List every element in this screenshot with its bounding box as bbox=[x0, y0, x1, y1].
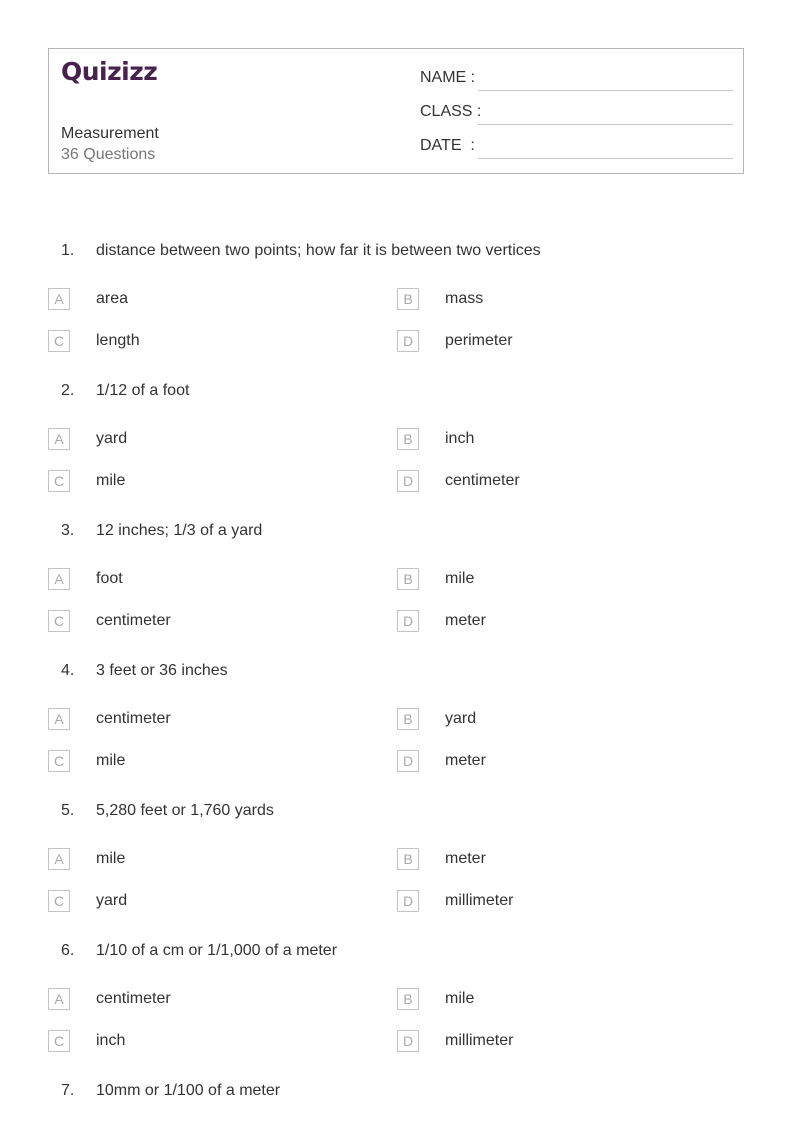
option-a[interactable] bbox=[48, 428, 348, 452]
option-letter-box[interactable]: B bbox=[397, 288, 419, 310]
option-text: yard bbox=[96, 892, 128, 909]
option-letter-box[interactable]: D bbox=[397, 610, 419, 632]
option-letter-box[interactable]: C bbox=[48, 750, 70, 772]
option-text: mile bbox=[445, 570, 475, 587]
class-line[interactable] bbox=[478, 124, 733, 125]
option-a[interactable] bbox=[48, 288, 348, 312]
question-number: 5. bbox=[61, 802, 75, 819]
question-text: 10mm or 1/100 of a meter bbox=[96, 1082, 281, 1099]
option-c[interactable] bbox=[48, 750, 348, 774]
worksheet-header bbox=[48, 48, 744, 174]
question-6 bbox=[0, 942, 794, 1082]
option-d[interactable] bbox=[397, 890, 697, 914]
option-letter-box[interactable]: A bbox=[48, 988, 70, 1010]
option-letter-box[interactable]: D bbox=[397, 470, 419, 492]
question-text: 3 feet or 36 inches bbox=[96, 662, 228, 679]
option-text: yard bbox=[445, 710, 477, 727]
date-label: DATE : bbox=[420, 137, 475, 154]
option-letter-box[interactable]: C bbox=[48, 1030, 70, 1052]
option-letter-box[interactable]: B bbox=[397, 428, 419, 450]
date-field[interactable] bbox=[420, 135, 733, 159]
quizizz-logo: Quizizz bbox=[61, 57, 158, 86]
option-letter-box[interactable]: D bbox=[397, 750, 419, 772]
question-number: 4. bbox=[61, 662, 75, 679]
option-c[interactable] bbox=[48, 890, 348, 914]
question-text: 12 inches; 1/3 of a yard bbox=[96, 522, 263, 539]
question-4 bbox=[0, 662, 794, 802]
option-text: inch bbox=[445, 430, 475, 447]
option-b[interactable] bbox=[397, 288, 697, 312]
option-text: centimeter bbox=[445, 472, 520, 489]
question-1 bbox=[0, 242, 794, 382]
option-d[interactable] bbox=[397, 330, 697, 354]
question-number: 7. bbox=[61, 1082, 75, 1099]
option-letter-box[interactable]: A bbox=[48, 848, 70, 870]
name-label: NAME : bbox=[420, 69, 476, 86]
question-3 bbox=[0, 522, 794, 662]
option-text: centimeter bbox=[96, 612, 171, 629]
option-d[interactable] bbox=[397, 610, 697, 634]
option-text: mass bbox=[445, 290, 484, 307]
option-text: yard bbox=[96, 430, 128, 447]
option-c[interactable] bbox=[48, 610, 348, 634]
question-number: 3. bbox=[61, 522, 75, 539]
option-b[interactable] bbox=[397, 428, 697, 452]
option-letter-box[interactable]: C bbox=[48, 610, 70, 632]
question-count: 36 Questions bbox=[61, 146, 156, 163]
option-text: inch bbox=[96, 1032, 126, 1049]
option-letter-box[interactable]: B bbox=[397, 708, 419, 730]
option-c[interactable] bbox=[48, 470, 348, 494]
option-d[interactable] bbox=[397, 470, 697, 494]
question-5 bbox=[0, 802, 794, 942]
option-text: mile bbox=[96, 472, 126, 489]
option-letter-box[interactable]: D bbox=[397, 330, 419, 352]
option-text: perimeter bbox=[445, 332, 513, 349]
option-letter-box[interactable]: D bbox=[397, 890, 419, 912]
option-b[interactable] bbox=[397, 988, 697, 1012]
option-letter-box[interactable]: C bbox=[48, 470, 70, 492]
question-number: 2. bbox=[61, 382, 75, 399]
option-b[interactable] bbox=[397, 848, 697, 872]
option-a[interactable] bbox=[48, 708, 348, 732]
option-a[interactable] bbox=[48, 848, 348, 872]
option-text: mile bbox=[96, 850, 126, 867]
name-field[interactable] bbox=[420, 67, 733, 91]
worksheet-title: Measurement bbox=[61, 125, 159, 142]
option-letter-box[interactable]: A bbox=[48, 708, 70, 730]
question-7 bbox=[0, 1082, 794, 1112]
question-text: 5,280 feet or 1,760 yards bbox=[96, 802, 274, 819]
option-letter-box[interactable]: A bbox=[48, 288, 70, 310]
option-text: millimeter bbox=[445, 1032, 514, 1049]
option-letter-box[interactable]: C bbox=[48, 330, 70, 352]
option-a[interactable] bbox=[48, 988, 348, 1012]
class-field[interactable] bbox=[420, 101, 733, 125]
option-text: meter bbox=[445, 752, 486, 769]
option-letter-box[interactable]: B bbox=[397, 988, 419, 1010]
class-label: CLASS : bbox=[420, 103, 482, 120]
question-2 bbox=[0, 382, 794, 522]
option-letter-box[interactable]: B bbox=[397, 568, 419, 590]
option-letter-box[interactable]: A bbox=[48, 428, 70, 450]
option-letter-box[interactable]: D bbox=[397, 1030, 419, 1052]
option-b[interactable] bbox=[397, 568, 697, 592]
option-b[interactable] bbox=[397, 708, 697, 732]
option-text: foot bbox=[96, 570, 123, 587]
option-text: meter bbox=[445, 850, 486, 867]
question-text: distance between two points; how far it is between two vertices bbox=[96, 242, 541, 259]
option-text: mile bbox=[445, 990, 475, 1007]
option-text: area bbox=[96, 290, 129, 307]
option-d[interactable] bbox=[397, 1030, 697, 1054]
date-line[interactable] bbox=[478, 158, 733, 159]
option-text: length bbox=[96, 332, 140, 349]
option-c[interactable] bbox=[48, 1030, 348, 1054]
option-letter-box[interactable]: B bbox=[397, 848, 419, 870]
question-number: 6. bbox=[61, 942, 75, 959]
option-letter-box[interactable]: A bbox=[48, 568, 70, 590]
option-a[interactable] bbox=[48, 568, 348, 592]
option-letter-box[interactable]: C bbox=[48, 890, 70, 912]
name-line[interactable] bbox=[478, 90, 733, 91]
option-c[interactable] bbox=[48, 330, 348, 354]
option-text: meter bbox=[445, 612, 486, 629]
question-number: 1. bbox=[61, 242, 75, 259]
question-text: 1/10 of a cm or 1/1,000 of a meter bbox=[96, 942, 338, 959]
option-text: mile bbox=[96, 752, 126, 769]
option-text: centimeter bbox=[96, 710, 171, 727]
option-text: millimeter bbox=[445, 892, 514, 909]
option-d[interactable] bbox=[397, 750, 697, 774]
question-text: 1/12 of a foot bbox=[96, 382, 190, 399]
option-text: centimeter bbox=[96, 990, 171, 1007]
